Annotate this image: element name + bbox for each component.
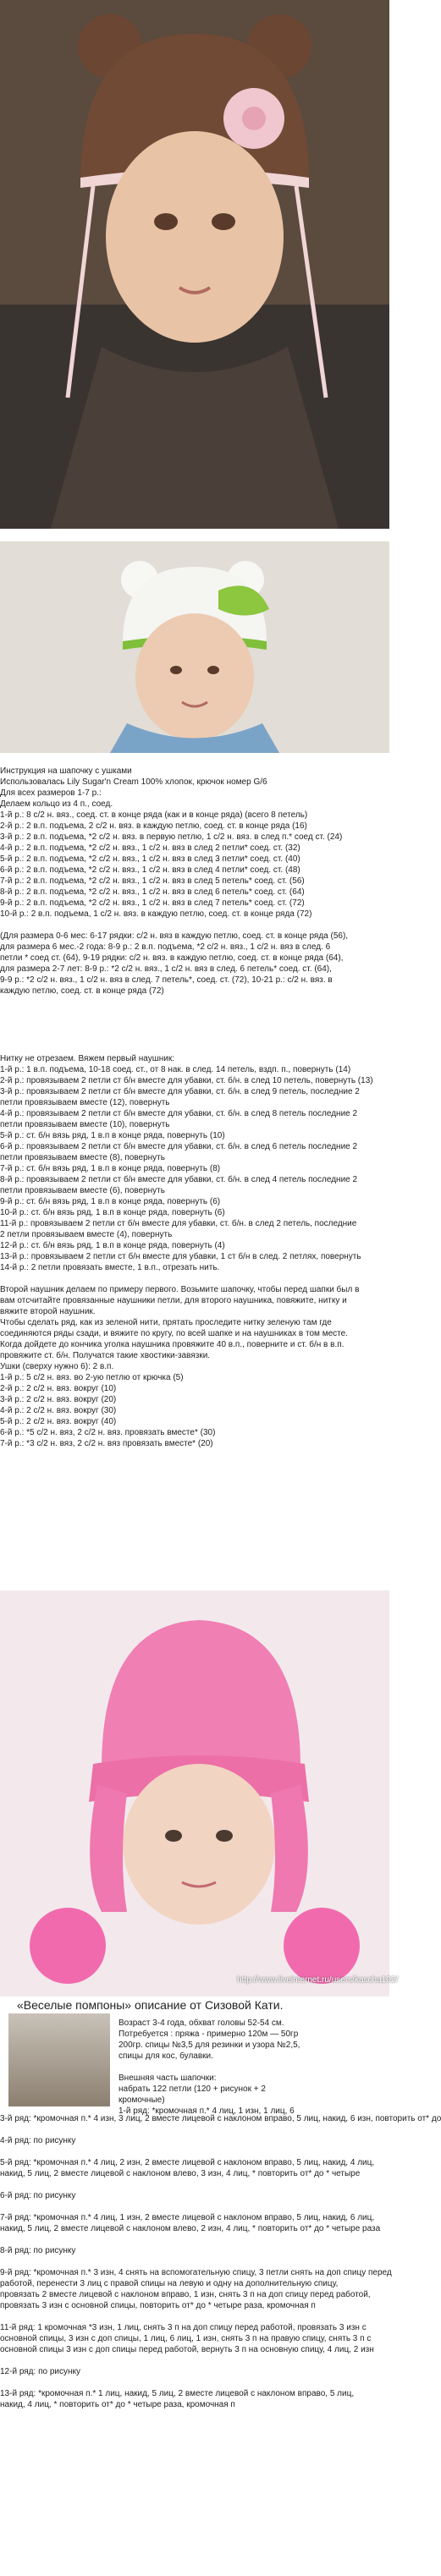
row-line: 11-й ряд: 1 кромочная *3 изн, 1 лиц, снять 3 п на доп спицу перед работой, провязать 3 изн с	[0, 2323, 367, 2332]
photo-hat-thumbnail	[8, 2013, 110, 2106]
row-line: провязать 2 вместе лицевой с наклоном вправо, 1 изн, снять 3 п на доп спицу перед работой,	[0, 2290, 371, 2299]
spec-line: кромочные)	[119, 2095, 165, 2105]
spec-line: набрать 122 петли (120 + рисунок + 2	[119, 2084, 266, 2094]
intro-line-2: Использовалась Lily Sugar'n Cream 100% хлопок, крючок номер G/6	[0, 777, 267, 787]
assembly-line: 7-й р.: *3 с/2 н. вяз, 2 с/2 н. вяз провязать вместе* (20)	[0, 1439, 213, 1448]
row-line: накид, 5 лиц, 2 вместе лицевой с наклоном влево, 2 изн, 4 лиц, * повторить от* до * четыре раза	[0, 2224, 381, 2233]
ear-row: 14-й р.: 2 петли провязать вместе, 1 в.п., отрезать нить.	[0, 1263, 220, 1272]
ear-row: 7-й р.: ст. б/н вязь ряд, 1 в.п в конце ряда, повернуть (8)	[0, 1164, 221, 1173]
ear-row: петли провязываем вместе (8), повернуть	[0, 1153, 165, 1162]
row-line: 4-й р.: 2 в.п. подъема, *2 с/2 н. вяз., 1 с/2 н. вяз в след 2 петли* соед. ст. (32)	[0, 843, 300, 853]
row-line: 3-й р.: 2 в.п. подъема, *2 с/2 н. вяз. в первую петлю, 1 с/2 н. вяз. в след п.* соед ст. (24)	[0, 832, 343, 842]
photo-brown-bear-hat	[0, 0, 389, 529]
ear-row: 2-й р.: провязываем 2 петли ст б/н вместе для убавки, ст. б/н. в след 10 петель, повернуть (13)	[0, 1076, 373, 1085]
row-line: 12-й ряд: по рисунку	[0, 2367, 80, 2376]
pattern-title: «Веселые помпоны» описание от Сизовой Кати.	[17, 1998, 284, 2012]
row-line: 9-й ряд: *кромочная п.* 3 изн, 4 снять на вспомогательную спицу, 3 петли снять на доп спицу перед	[0, 2268, 392, 2277]
pattern-spec	[119, 2018, 381, 2117]
assembly-line: 4-й р.: 2 с/2 н. вяз. вокруг (30)	[0, 1406, 117, 1415]
assembly-line: вам отсчитайте провязанные наушники петли, для второго наушника, повяжите, нитку и	[0, 1296, 347, 1305]
assembly-line: вяжите второй наушник.	[0, 1307, 96, 1316]
row-line: провязать 3 изн с основной спицы, повторить от* до * четыре раза, кромочная п	[0, 2301, 316, 2310]
row-line: 10-й р.: 2 в.п. подъема, 1 с/2 н. вяз. в каждую петлю, соед. ст. в конце ряда (72)	[0, 909, 312, 919]
ear-row: 2 петли провязываем вместе (4), повернуть	[0, 1230, 173, 1239]
intro-line-3: Для всех размеров 1-7 р.:	[0, 788, 102, 798]
instructions-part-3	[0, 2113, 441, 2410]
size-line: каждую петлю, соед. ст. в конце ряда (72)	[0, 986, 164, 996]
ear-row: 6-й р.: провязываем 2 петли ст б/н вместе для убавки, ст. б/н. в след 6 петель последние 2	[0, 1142, 358, 1151]
photo-pink-pompom-hat	[0, 1590, 399, 1997]
ear-row: 11-й р.: провязываем 2 петли ст б/н вместе для убавки, ст. б/н. в след 2 петель, последние	[0, 1219, 357, 1228]
row-line: основной спицы 3 изн с доп спицы перед работой, вернуть 3 п на основную спицу, 4 лиц, 2 изн	[0, 2345, 374, 2354]
size-line: (Для размера 0-6 мес: 6-17 рядки: с/2 н. вяз в каждую петлю, соед. ст. в конце ряда (56),	[0, 931, 349, 941]
spec-line: Внешняя часть шапочки:	[119, 2073, 217, 2083]
assembly-line: Ушки (сверху нужно 6): 2 в.п.	[0, 1362, 114, 1371]
watermark-url: http://www.liveinternet.ru/users/kascha102/	[237, 1975, 399, 1985]
row-line: работой, перенести 3 лиц с правой спицы на левую и одну на дополнительную спицу,	[0, 2279, 339, 2288]
row-line: 5-й р.: 2 в.п. подъема, *2 с/2 н. вяз., 1 с/2 н. вяз в след 3 петли* соед. ст. (40)	[0, 854, 300, 864]
row-line: 9-й р.: 2 в.п. подъема, *2 с/2 н. вяз., 1 с/2 н. вяз в след 7 петель* соед. ст. (72)	[0, 898, 305, 908]
assembly-line: провяжите ст. б/н. Получатся такие хвостики-завязки.	[0, 1351, 211, 1360]
ear-row: 1-й р.: 1 в.п. подъема, 10-18 соед. ст., от 8 нак. в след. 14 петель, вздп. п., повернуть (14)	[0, 1065, 351, 1074]
assembly-line: Когда дойдете до кончика уголка наушника провяжите 40 в.п., поверните и ст. б/н в в.п.	[0, 1340, 345, 1349]
size-line: для размера 6 мес.-2 года: 8-9 р.: 2 в.п. подъема, *2 с/2 н. вяз., 1 с/2 н. вяз в след. 6	[0, 942, 331, 952]
ear-row: 3-й р.: провязываем 2 петли ст б/н вместе для убавки, ст. б/н. в след 9 петель, последние 2	[0, 1087, 360, 1096]
row-line: 6-й ряд: по рисунку	[0, 2191, 76, 2200]
spec-line: 200гр. спицы №3,5 для резинки и узора №2,5,	[119, 2040, 300, 2050]
row-line: накид, 4 лиц, * повторить от* до * четыре раза, кромочная п	[0, 2400, 235, 2409]
assembly-line: 3-й р.: 2 с/2 н. вяз. вокруг (20)	[0, 1395, 117, 1404]
ear-row: петли провязываем вместе (12), повернуть	[0, 1098, 170, 1107]
assembly-line: Чтобы сделать ряд, как из зеленой нити, прятать проследите нитку зеленую там где	[0, 1318, 332, 1327]
ear-row: 5-й р.: ст. б/н вязь ряд, 1 в.п в конце ряда, повернуть (10)	[0, 1131, 225, 1140]
row-line: 4-й ряд: по рисунку	[0, 2136, 76, 2145]
row-line: основной спицы, 3 изн с доп спицы, 1 лиц, 6 лиц, 1 изн, снять 3 п на правую спицу, снять 3 п с	[0, 2334, 372, 2343]
assembly-line: 1-й р.: 5 с/2 н. вяз. во 2-ую петлю от крючка (5)	[0, 1373, 184, 1382]
row-line: 6-й р.: 2 в.п. подъема, *2 с/2 н. вяз., 1 с/2 н. вяз в след 4 петли* соед. ст. (48)	[0, 865, 300, 875]
instructions-ears	[0, 1053, 389, 1449]
assembly-line: соединяются ряды сзади, и вяжите по кругу, по всей шапке и на наушниках в том месте.	[0, 1329, 348, 1338]
assembly-line: 2-й р.: 2 с/2 н. вяз. вокруг (10)	[0, 1384, 117, 1393]
ear-row: 13-й р.: провязываем 2 петли ст б/н вместе для убавки, 1 ст б/н в след. 2 петлях, повернуть	[0, 1252, 361, 1261]
spec-line: 1-й ряд: *кромочная п.* 4 лиц, 1 изн, 1 лиц, 6	[119, 2106, 295, 2116]
ear-row: 12-й р.: ст. б/н вязь ряд, 1 в.п в конце ряда, повернуть (4)	[0, 1241, 225, 1250]
row-line: 1-й р.: 8 с/2 н. вяз., соед. ст. в конце ряда (как и в конце ряда) (всего 8 петель)	[0, 810, 308, 820]
spec-line: Потребуется : пряжа - примерно 120м — 50гр	[119, 2029, 299, 2039]
instructions-part-1	[0, 766, 389, 997]
row-line: 5-й ряд: *кромочная п.* 4 лиц, 2 изн, 2 вместе лицевой с наклоном вправо, 5 лиц, накид, 4 лиц,	[0, 2158, 375, 2167]
row-line: 3-й ряд: *кромочная п.* 4 изн, 3 лиц, 2 вместе лицевой с наклоном вправо, 5 лиц, накид, 6 изн, повторить от* до	[0, 2114, 441, 2123]
ear-row: 4-й р.: провязываем 2 петли ст б/н вместе для убавки, ст. б/н. в след 8 петель последние 2	[0, 1109, 358, 1118]
size-line: 9-9 р.: *2 с/2 н. вяз., 1 с/2 н. вяз в след. 7 петель*, соед. ст. (72), 10-21 р.: с/2 н. вяз. в	[0, 975, 333, 985]
intro-line-4: Делаем кольцо из 4 п., соед.	[0, 799, 113, 809]
photo-white-green-hat	[0, 541, 389, 753]
ear-row: 8-й р.: провязываем 2 петли ст б/н вместе для убавки, ст. б/н. в след 4 петель последние 2	[0, 1175, 358, 1184]
row-line: 2-й р.: 2 в.п. подъема, 2 с/2 н. вяз. в каждую петлю, соед. ст. в конце ряда (16)	[0, 821, 307, 831]
row-line: 7-й ряд: *кромочная п.* 4 лиц, 1 изн, 2 вместе лицевой с наклоном вправо, 5 лиц, накид, 6 лиц,	[0, 2213, 375, 2222]
ear-row: 10-й р.: ст. б/н вязь ряд, 1 в.п в конце ряда, повернуть (6)	[0, 1208, 225, 1217]
size-line: для размера 2-7 лет: 8-9 р.: *2 с/2 н. вяз., 1 с/2 н. вяз в след. 6 петель* соед. ст. (64),	[0, 964, 332, 974]
row-line: 7-й р.: 2 в.п. подъема, *2 с/2 н. вяз., 1 с/2 н. вяз в след 5 петель* соед. ст. (56)	[0, 876, 305, 886]
ear-row: петли провязываем вместе (10), повернуть	[0, 1120, 170, 1129]
spec-line: спицы для кос, булавки.	[119, 2051, 213, 2061]
assembly-line: 5-й р.: 2 с/2 н. вяз. вокруг (40)	[0, 1417, 117, 1426]
assembly-line: Второй наушник делаем по примеру первого. Возьмите шапочку, чтобы перед шапки был в	[0, 1285, 360, 1294]
ear-heading: Нитку не отрезаем. Вяжем первый наушник:	[0, 1054, 175, 1063]
row-line: накид, 5 лиц, 2 вместе лицевой с наклоном влево, 3 изн, 4 лиц, * повторить от* до * четыре	[0, 2169, 361, 2178]
assembly-line: 6-й р.: *5 с/2 н. вяз, 2 с/2 н. вяз. провязать вместе* (30)	[0, 1428, 216, 1437]
intro-line-1: Инструкция на шапочку с ушками	[0, 766, 132, 776]
ear-row: 9-й р.: ст. б/н вязь ряд, 1 в.п в конце ряда, повернуть (6)	[0, 1197, 221, 1206]
row-line: 8-й р.: 2 в.п. подъема, *2 с/2 н. вяз., 1 с/2 н. вяз в след 6 петель* соед. ст. (64)	[0, 887, 305, 897]
ear-row: петли провязываем вместе (6), повернуть	[0, 1186, 165, 1195]
size-line: петли * соед ст. (64), 9-19 рядки: с/2 н. вяз. в каждую петлю, соед. ст. в конце ряда (64),	[0, 953, 344, 963]
row-line: 8-й ряд: по рисунку	[0, 2246, 76, 2255]
spec-line: Возраст 3-4 года, обхват головы 52-54 см.	[119, 2019, 284, 2028]
row-line: 13-й ряд: *кромочная п.* 1 лиц, накид, 5 лиц, 2 вместе лицевой с наклоном вправо, 5 лиц,	[0, 2389, 355, 2398]
